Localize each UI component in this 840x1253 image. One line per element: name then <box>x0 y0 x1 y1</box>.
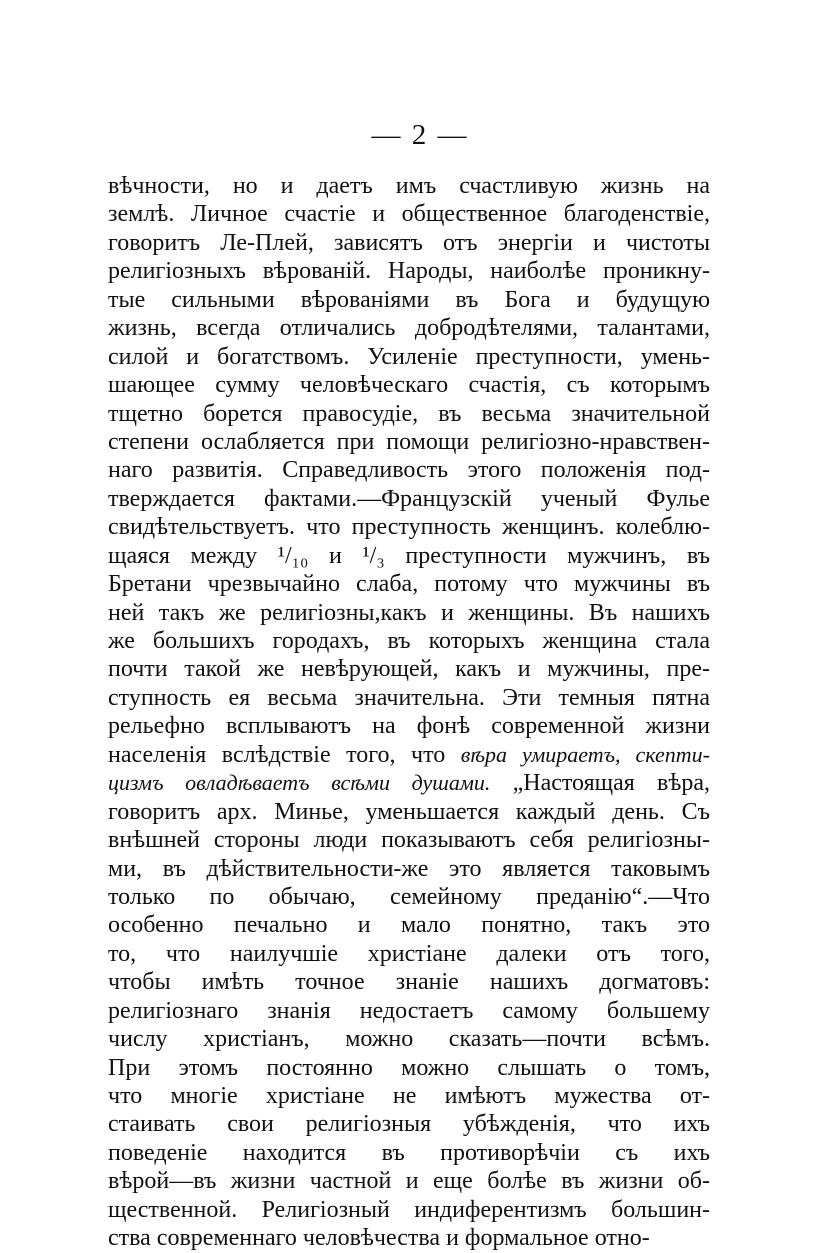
text-line: ства современнаго человѣчества и формальное отно- <box>108 1225 650 1252</box>
text-line: что многіе христіане не имѣютъ мужества от- <box>108 1083 710 1109</box>
text-line: же большихъ городахъ, въ которыхъ женщина стала <box>108 628 710 654</box>
italic-segment: вѣра умираетъ, скепти- <box>460 741 710 767</box>
text-line-mixed <box>108 769 710 797</box>
text-line: религіознаго знанія недостаетъ самому большему <box>108 997 710 1024</box>
text-line: числу христіанъ, можно сказать—почти всѣмъ. <box>108 1026 710 1053</box>
text-line: особенно печально и мало понятно, такъ это <box>108 912 710 939</box>
text-line: вѣрой—въ жизни частной и еще болѣе въ жизни об- <box>108 1168 710 1195</box>
text-line: ступность ея весьма значительна. Эти темныя пятна <box>108 684 710 711</box>
text-line: рельефно всплываютъ на фонѣ современной жизни <box>108 713 710 740</box>
text-line: тщетно борется правосудіе, въ весьма значительной <box>108 400 710 427</box>
text-line-mixed <box>108 741 710 769</box>
text-line: Бретани чрезвычайно слаба, потому что мужчины въ <box>108 571 710 598</box>
text-line: внѣшней стороны люди показываютъ себя религіозны- <box>108 827 710 854</box>
text-line: шающее сумму человѣческаго счастія, съ которымъ <box>108 372 710 399</box>
italic-segment: цизмъ овладѣваетъ всѣми душами. <box>108 770 491 796</box>
text-line: жизнь, всегда отличались добродѣтелями, талантами, <box>108 315 710 342</box>
text-line: тые сильными вѣрованіями въ Бога и будущую <box>108 286 710 313</box>
text-line: только по обычаю, семейному преданію“.—Что <box>108 883 710 910</box>
page-number: — 2 — <box>371 119 469 151</box>
body-text <box>108 172 710 1253</box>
text-line: говоритъ арх. Минье, уменьшается каждый день. Съ <box>108 798 710 825</box>
text-line: почти такой же невѣрующей, какъ и мужчины, пре- <box>108 656 710 683</box>
text-line: При этомъ постоянно можно слышать о томъ, <box>108 1054 710 1081</box>
text-line: ми, въ дѣйствительности-же это является таковымъ <box>108 855 710 882</box>
text-line: стаивать свои религіозныя убѣжденія, что ихъ <box>108 1111 710 1138</box>
text-line: щественной. Религіозный индиферентизмъ большин- <box>108 1196 710 1223</box>
text-line: землѣ. Личное счастіе и общественное благоденствіе, <box>108 201 710 228</box>
text-segment: населенія вслѣдствіе того, что <box>108 741 446 768</box>
text-line: щаяся между ¹/₁₀ и ¹/₃ преступности мужчинъ, въ <box>108 542 710 569</box>
text-line: чтобы имѣть точное знаніе нашихъ догматовъ: <box>108 969 710 996</box>
text-line: наго развитія. Справедливость этого положенія под- <box>108 457 710 484</box>
text-line: степени ослабляется при помощи религіозно-нравствен- <box>108 428 710 455</box>
text-line: свидѣтельствуетъ. что преступность женщинъ. колеблю- <box>108 514 710 541</box>
text-line: силой и богатствомъ. Усиленіе преступности, умень- <box>108 343 710 370</box>
text-line: тверждается фактами.—Французскій ученый Фулье <box>108 485 710 512</box>
text-segment: „Настоящая вѣра, <box>512 770 710 797</box>
text-line: то, что наилучшіе христіане далеки отъ того, <box>108 940 710 967</box>
text-line: религіозныхъ вѣрованій. Народы, наиболѣе проникну- <box>108 258 710 285</box>
text-line: вѣчности, но и даетъ имъ счастливую жизнь на <box>108 173 710 199</box>
text-line: ней такъ же религіозны,какъ и женщины. Въ нашихъ <box>108 599 710 626</box>
text-line: говоритъ Ле-Плей, зависятъ отъ энергіи и чистоты <box>108 229 710 256</box>
text-line: поведеніе находится въ противорѣчіи съ ихъ <box>108 1139 710 1166</box>
